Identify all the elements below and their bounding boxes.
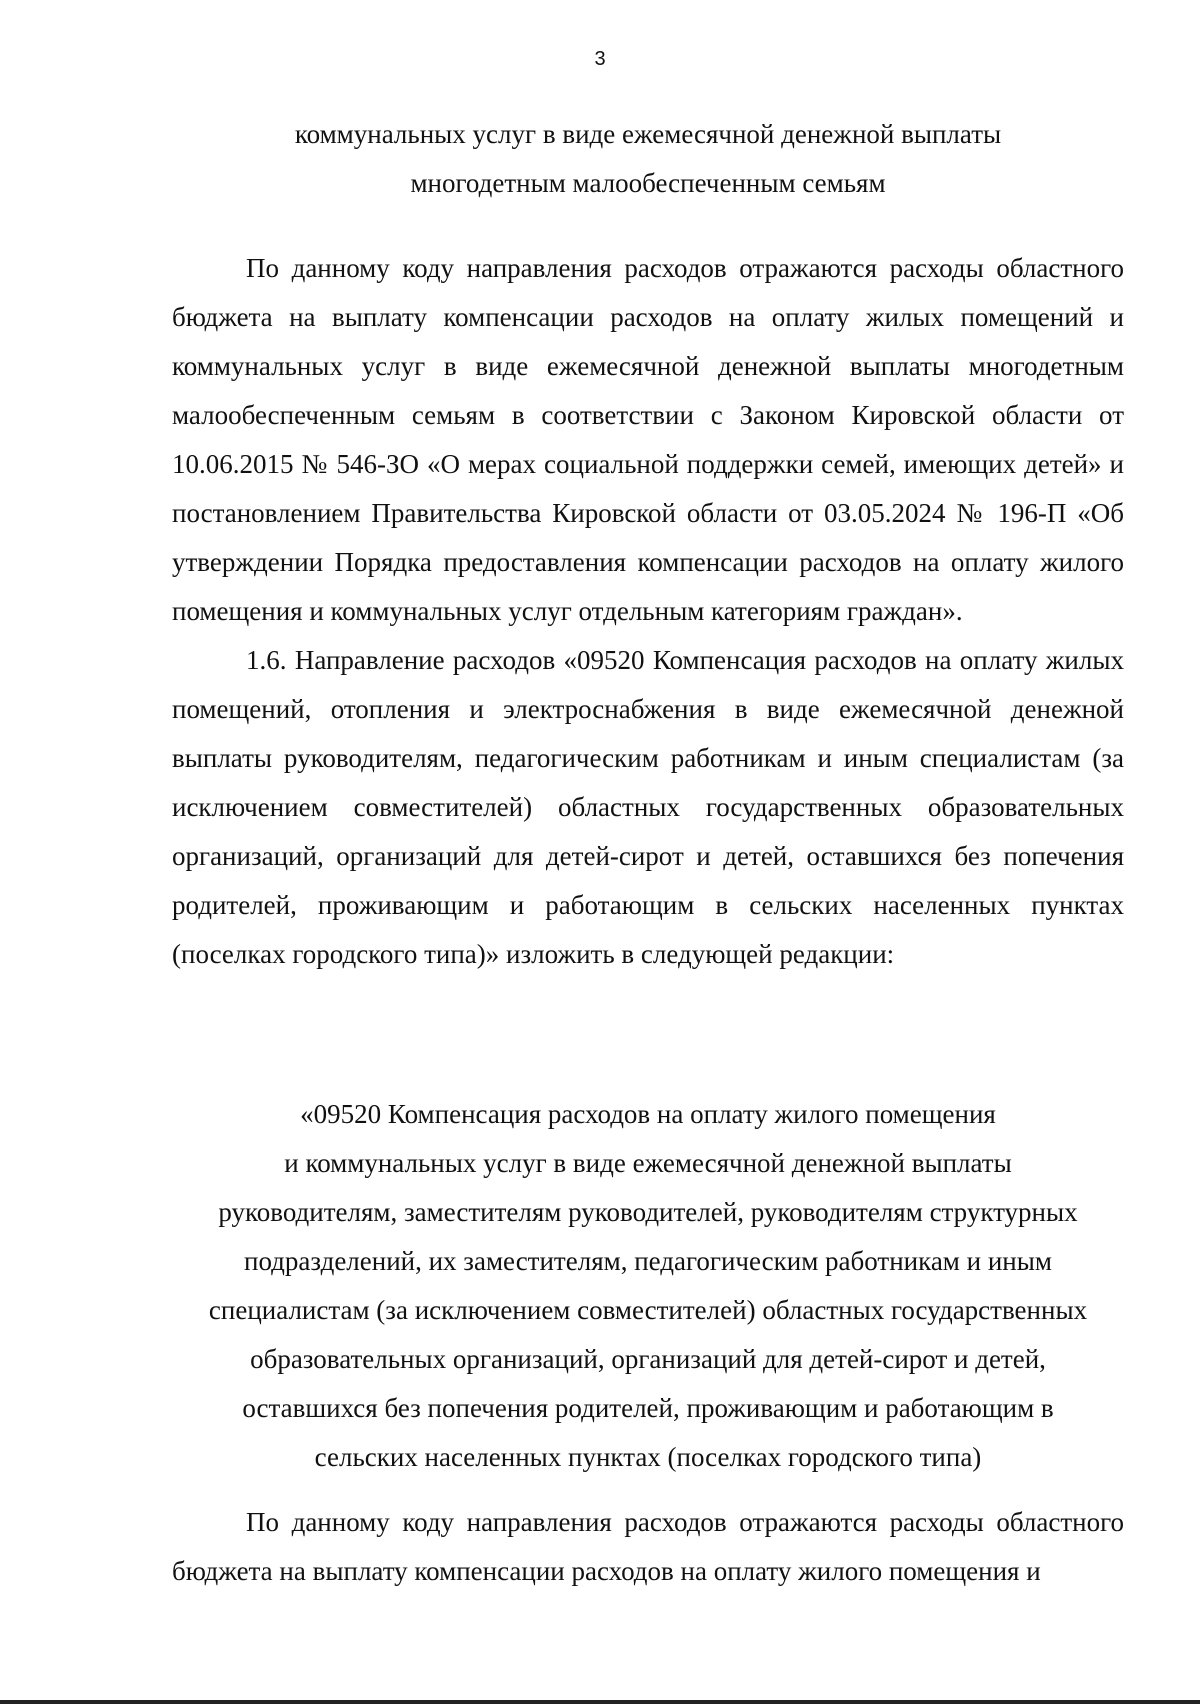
scan-edge-rule bbox=[0, 1700, 1200, 1704]
new-heading-line: руководителям, заместителям руководителей, руководителям структурных bbox=[218, 1197, 1078, 1227]
body-section-2 bbox=[172, 1498, 1124, 1596]
new-heading-line: образовательных организаций, организаций для детей-сирот и детей, bbox=[250, 1344, 1046, 1374]
page-number: 3 bbox=[594, 48, 606, 70]
heading-line: многодетным малообеспеченным семьям bbox=[410, 168, 886, 198]
new-heading-line: и коммунальных услуг в виде ежемесячной денежной выплаты bbox=[284, 1148, 1012, 1178]
paragraph-expense-description-2: По данному коду направления расходов отражаются расходы областного бюджета на выплату компенсации расходов на оплату жилого помещения и bbox=[172, 1507, 1124, 1586]
body-section-1 bbox=[172, 244, 1124, 979]
new-heading-line: оставшихся без попечения родителей, проживающим и работающим в bbox=[242, 1393, 1054, 1423]
new-heading-line: подразделений, их заместителям, педагогическим работникам и иным bbox=[244, 1246, 1052, 1276]
new-heading-line: сельских населенных пунктах (поселках городского типа) bbox=[314, 1442, 982, 1472]
paragraph-item-1-6: 1.6. Направление расходов «09520 Компенсация расходов на оплату жилых помещений, отопления и электроснабжения в виде ежемесячной денежной выплаты руководителям, педагогическим работникам и иным специалистам (за исключением совместителей) областных государственных образовательных организаций, организаций для детей-сирот и детей, оставшихся без попечения родителей, проживающим и работающим в сельских населенных пунктах (поселках городского типа)» изложить в следующей редакции: bbox=[172, 645, 1124, 969]
new-heading-line: «09520 Компенсация расходов на оплату жилого помещения bbox=[300, 1099, 996, 1129]
heading-line: коммунальных услуг в виде ежемесячной денежной выплаты bbox=[294, 119, 1002, 149]
paragraph-expense-description: По данному коду направления расходов отражаются расходы областного бюджета на выплату компенсации расходов на оплату жилых помещений и коммунальных услуг в виде ежемесячной денежной выплаты многодетным малообеспеченным семьям в соответствии с Законом Кировской области от 10.06.2015 № 546-ЗО «О мерах социальной поддержки семей, имеющих детей» и постановлением Правительства Кировской области от 03.05.2024 № 196-П «Об утверждении Порядка предоставления компенсации расходов на оплату жилого помещения и коммунальных услуг отдельным категориям граждан». bbox=[172, 253, 1124, 626]
heading-continuation bbox=[172, 110, 1124, 208]
new-heading-line: специалистам (за исключением совместителей) областных государственных bbox=[208, 1295, 1088, 1325]
new-expense-heading bbox=[172, 1090, 1124, 1482]
